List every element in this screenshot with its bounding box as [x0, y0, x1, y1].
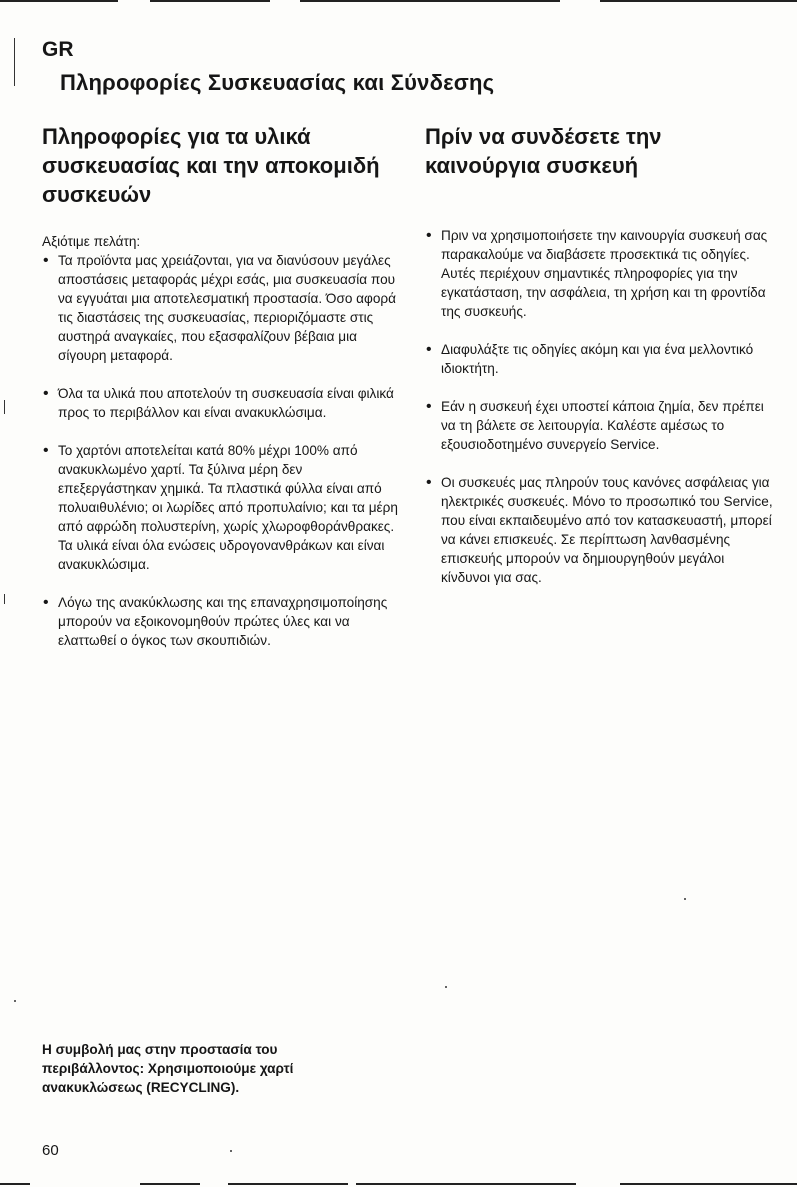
- page-title: Πληροφορίες Συσκευασίας και Σύνδεσης: [60, 70, 495, 95]
- right-column-heading: Πρίν να συνδέσετε την καινούργια συσκευή: [425, 124, 662, 178]
- language-code: GR: [42, 38, 74, 61]
- list-item: • Διαφυλάξτε τις οδηγίες ακόμη και για ένα μελλοντικό ιδιοκτήτη.: [425, 340, 777, 378]
- list-item: • Το χαρτόνι αποτελείται κατά 80% μέχρι 100% από ανακυκλωμένο χαρτί. Τα ξύλινα μέρη δεν επεξεργάστηκαν χημικά. Τα πλαστικά φύλλα είναι από πολυαιθυλένιο; οι λωρίδες από προπυλαίνιο; και τα μέρη από αφρώδη πολυστερίνη, χωρίς χλωροφθοράνθρακες. Τα υλικά είναι όλα ενώσεις υδρογονανθράκων και είναι ανακυκλώσιμα.: [42, 441, 404, 574]
- scan-speck: [230, 1150, 232, 1152]
- top-rule-3: [300, 0, 560, 2]
- left-column: [42, 122, 404, 669]
- list-item: • Τα προϊόντα μας χρειάζονται, για να διανύσουν μεγάλες αποστάσεις μεταφοράς μέχρι εσάς, μια συσκευασία που να εγγυάται μια αποτελεσματική προστασία. Όσο αφορά τις διαστάσεις της συσκευασίας, περιοριζόμαστε στις αυστηρά αναγκαίες, που εξασφαλίζουν βέβαια μια σίγουρη μεταφορά.: [42, 251, 404, 365]
- right-column-list: [425, 226, 777, 587]
- bottom-rule-1: [0, 1183, 30, 1185]
- list-item: • Λόγω της ανακύκλωσης και της επαναχρησιμοποίησης μπορούν να εξοικονομηθούν πρώτες ύλες και να ελαττωθεί ο όγκος των σκουπιδιών.: [42, 593, 404, 650]
- scan-speck: [14, 1000, 16, 1002]
- left-column-heading: Πληροφορίες για τα υλικά συσκευασίας και την αποκομιδή συσκευών: [42, 124, 380, 207]
- top-rule-4: [600, 0, 797, 2]
- scan-speck: [684, 898, 686, 900]
- bottom-rule-3: [228, 1183, 348, 1185]
- left-edge-mark-2: [4, 400, 5, 414]
- page-number: 60: [42, 1142, 59, 1159]
- left-column-list: [42, 251, 404, 650]
- left-edge-mark-1: [14, 38, 15, 86]
- bottom-rule-4: [356, 1183, 576, 1185]
- greeting: Αξιότιμε πελάτη:: [42, 234, 141, 249]
- top-rule-1: [0, 0, 118, 2]
- scan-speck: [445, 986, 447, 988]
- bottom-rule-5: [620, 1183, 797, 1185]
- right-column: [425, 122, 777, 606]
- top-rule-2: [150, 0, 270, 2]
- list-item: • Όλα τα υλικά που αποτελούν τη συσκευασία είναι φιλικά προς το περιβάλλον και είναι ανακυκλώσιμα.: [42, 384, 404, 422]
- bottom-rule-2: [140, 1183, 200, 1185]
- recycling-note: Η συμβολή μας στην προστασία του περιβάλλοντος: Χρησιμοποιούμε χαρτί ανακυκλώσεως (RECYCLING).: [42, 1042, 294, 1095]
- list-item: • Εάν η συσκευή έχει υποστεί κάποια ζημία, δεν πρέπει να τη βάλετε σε λειτουργία. Καλέστε αμέσως το εξουσιοδοτημένο συνεργείο Service.: [425, 397, 777, 454]
- list-item: • Πριν να χρησιμοποιήσετε την καινουργία συσκευή σας παρακαλούμε να διαβάσετε προσεκτικά τις οδηγίες. Αυτές περιέχουν σημαντικές πληροφορίες για την εγκατάσταση, την ασφάλεια, τη χρήση και τη φροντίδα της συσκευής.: [425, 226, 777, 321]
- left-edge-mark-3: [4, 594, 5, 604]
- list-item: • Οι συσκευές μας πληρούν τους κανόνες ασφάλειας για ηλεκτρικές συσκευές. Μόνο το προσωπικό του Service, που είναι εκπαιδευμένο από τον κατασκευαστή, μπορεί να κάνει επισκευές. Σε περίπτωση λανθασμένης επισκευής μπορούν να δημιουργηθούν μεγάλοι κίνδυνοι για σας.: [425, 473, 777, 587]
